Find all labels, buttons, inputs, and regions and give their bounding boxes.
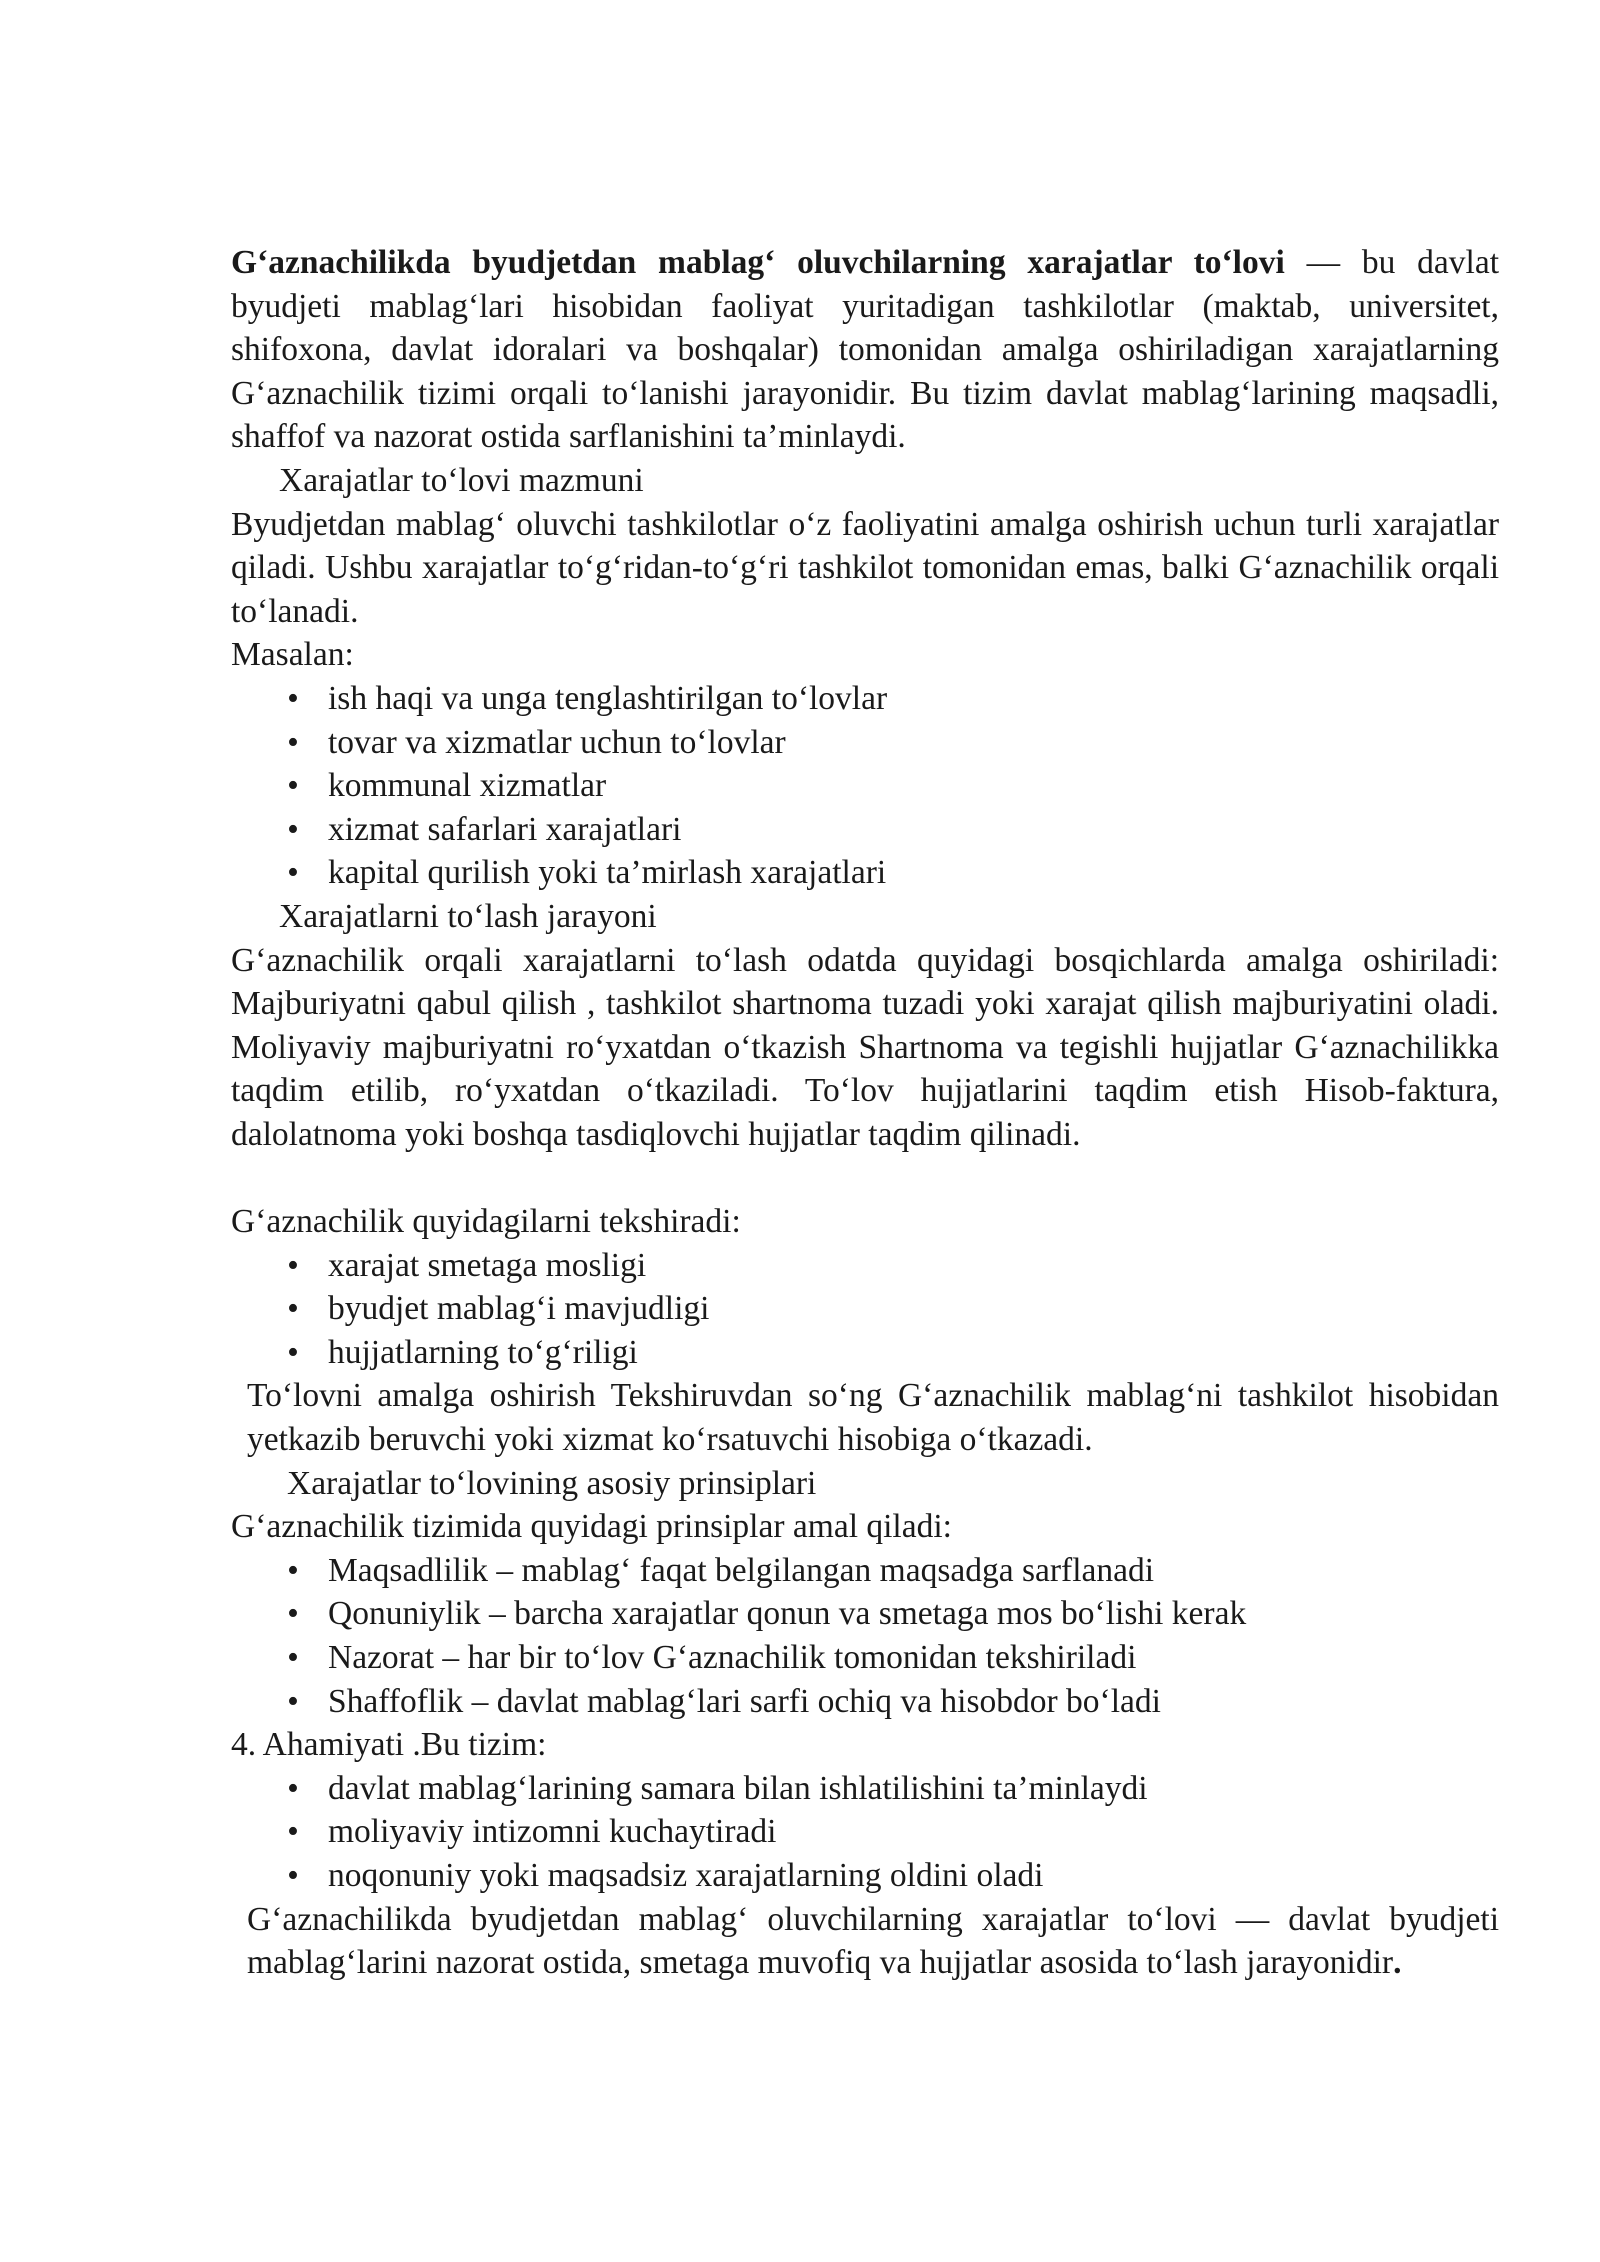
- list-item: [231, 764, 1499, 808]
- bullet-icon: •: [287, 1333, 299, 1371]
- bullet-icon: •: [287, 1639, 299, 1676]
- bullet-icon: •: [287, 1856, 299, 1894]
- list-item: [231, 1854, 1499, 1898]
- intro-text: — bu davlat byudjeti mablag‘lari hisobidan faoliyat yuritadigan tashkilotlar (maktab, universitet, shifoxona, davlat idoralari va boshqalar) tomonidan amalga oshiriladigan xarajatlarning G‘aznachilik tizimi orqali to‘lanishi jarayonidir. Bu tizim davlat mablag‘larining maqsadli, shaffof va nazorat ostida sarflanishini ta’minlaydi.: [231, 244, 1500, 456]
- bullet-icon: •: [287, 1290, 299, 1328]
- principles-list: [231, 1549, 1499, 1723]
- conclusion-paragraph: [231, 1898, 1499, 1985]
- list-item-text: xizmat safarlari xarajatlari: [328, 810, 682, 848]
- list-item: [231, 1244, 1499, 1288]
- intro-paragraph: [231, 241, 1499, 459]
- importance-lead: 4. Ahamiyati .Bu tizim:: [231, 1726, 547, 1764]
- bullet-icon: •: [287, 854, 299, 892]
- bullet-icon: •: [287, 1246, 299, 1284]
- section-heading-mazmuni: Xarajatlar to‘lovi mazmuni: [279, 461, 644, 499]
- conclusion-end: .: [1393, 1944, 1402, 1982]
- examples-list: [231, 677, 1499, 895]
- list-item: [231, 1331, 1499, 1375]
- list-item-text: davlat mablag‘larining samara bilan ishlatilishini ta’minlaydi: [328, 1769, 1148, 1807]
- list-item-text: xarajat smetaga mosligi: [328, 1246, 647, 1284]
- importance-list: [231, 1767, 1499, 1898]
- payment-paragraph: To‘lovni amalga oshirish Tekshiruvdan so‘ng G‘aznachilik mablag‘ni tashkilot hisobidan yetkazib beruvchi yoki xizmat ko‘rsatuvchi hisobiga o‘tkazadi.: [247, 1377, 1499, 1459]
- list-item: [231, 851, 1499, 895]
- list-item-text: kapital qurilish yoki ta’mirlash xarajatlari: [328, 854, 887, 892]
- list-item-text: Qonuniylik – barcha xarajatlar qonun va smetaga mos bo‘lishi kerak: [328, 1595, 1247, 1633]
- list-item-text: byudjet mablag‘i mavjudligi: [328, 1290, 710, 1328]
- examples-lead: Masalan:: [231, 636, 354, 674]
- list-item-text: hujjatlarning to‘g‘riligi: [328, 1333, 638, 1371]
- list-item: [231, 1287, 1499, 1331]
- list-item-text: noqonuniy yoki maqsadsiz xarajatlarning oldini oladi: [328, 1856, 1044, 1894]
- list-item: [231, 1767, 1499, 1811]
- principles-lead: G‘aznachilik tizimida quyidagi prinsiplar amal qiladi:: [231, 1508, 952, 1546]
- bullet-icon: •: [287, 1595, 299, 1633]
- list-item-text: Nazorat – har bir to‘lov G‘aznachilik tomonidan tekshiriladi: [328, 1639, 1137, 1676]
- bullet-icon: •: [287, 810, 299, 848]
- list-item-text: moliyaviy intizomni kuchaytiradi: [328, 1813, 777, 1851]
- list-item: [231, 721, 1499, 765]
- section-heading-prinsiplar: Xarajatlar to‘lovining asosiy prinsiplari: [287, 1464, 817, 1502]
- list-item-text: ish haqi va unga tenglashtirilgan to‘lovlar: [328, 679, 888, 717]
- mazmuni-paragraph: Byudjetdan mablag‘ oluvchi tashkilotlar o‘z faoliyatini amalga oshirish uchun turli xarajatlar qiladi. Ushbu xarajatlar to‘g‘ridan-to‘g‘ri tashkilot tomonidan emas, balki G‘aznachilik orqali to‘lanadi.: [231, 505, 1499, 630]
- bullet-icon: •: [287, 723, 299, 761]
- list-item-text: Shaffoflik – davlat mablag‘lari sarfi ochiq va hisobdor bo‘ladi: [328, 1682, 1161, 1720]
- list-item: [231, 1549, 1499, 1593]
- bullet-icon: •: [287, 1769, 299, 1807]
- list-item: [231, 1592, 1499, 1636]
- bullet-icon: •: [287, 1813, 299, 1851]
- bullet-icon: •: [287, 767, 299, 805]
- list-item: [231, 677, 1499, 721]
- bullet-icon: •: [287, 679, 299, 717]
- list-item-text: tovar va xizmatlar uchun to‘lovlar: [328, 723, 786, 761]
- bullet-icon: •: [287, 1551, 299, 1589]
- list-item-text: kommunal xizmatlar: [328, 767, 607, 805]
- bullet-icon: •: [287, 1682, 299, 1720]
- list-item: [231, 808, 1499, 852]
- list-item: [231, 1636, 1499, 1680]
- checks-lead: G‘aznachilik quyidagilarni tekshiradi:: [231, 1203, 741, 1241]
- checks-list: [231, 1244, 1499, 1375]
- list-item: [231, 1680, 1499, 1724]
- section-heading-jarayoni: Xarajatlarni to‘lash jarayoni: [279, 897, 657, 935]
- document-page: [231, 241, 1499, 1985]
- jarayoni-paragraph: G‘aznachilik orqali xarajatlarni to‘lash odatda quyidagi bosqichlarda amalga oshiriladi: Majburiyatni qabul qilish , tashkilot shartnoma tuzadi yoki xarajat qilish majburiyatini oladi. Moliyaviy majburiyatni ro‘yxatdan o‘tkazish Shartnoma va tegishli hujjatlar G‘aznachilikka taqdim etilib, ro‘yxatdan o‘tkaziladi. To‘lov hujjatlarini taqdim etish Hisob-faktura, dalolatnoma yoki boshqa tasdiqlovchi hujjatlar taqdim qilinadi.: [231, 941, 1499, 1153]
- list-item-text: Maqsadlilik – mablag‘ faqat belgilangan maqsadga sarflanadi: [328, 1551, 1155, 1589]
- intro-term: G‘aznachilikda byudjetdan mablag‘ oluvchilarning xarajatlar to‘lovi: [231, 244, 1285, 281]
- blank-line: [231, 1156, 1499, 1200]
- list-item: [231, 1810, 1499, 1854]
- conclusion-text: G‘aznachilikda byudjetdan mablag‘ oluvchilarning xarajatlar to‘lovi — davlat byudjeti mablag‘larini nazorat ostida, smetaga muvofiq va hujjatlar asosida to‘lash jarayonidir: [247, 1900, 1499, 1982]
